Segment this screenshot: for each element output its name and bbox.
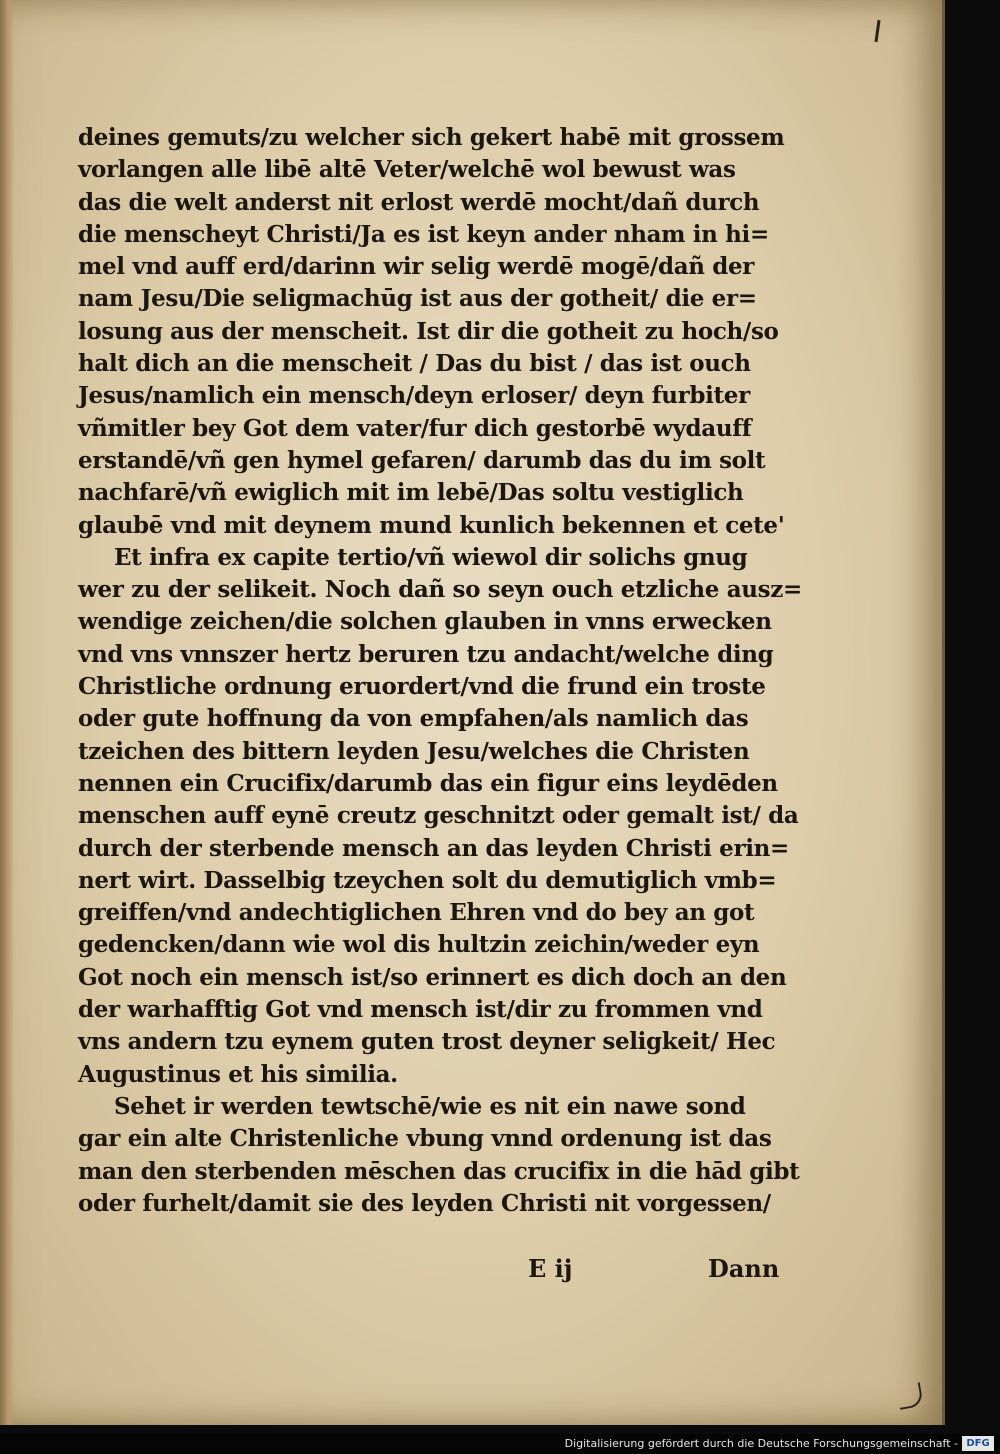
- text-line: greiffen/vnd andechtiglichen Ehren vnd do bey an got: [78, 899, 755, 927]
- text-line: losung aus der menscheit. Ist dir die gotheit zu hoch/so: [78, 317, 779, 345]
- body-text: [78, 122, 823, 1220]
- text-line: nennen ein Crucifix/darumb das ein figur eins leydēden: [78, 769, 778, 797]
- text-line: der warhafftig Got vnd mensch ist/dir zu frommen vnd: [78, 996, 763, 1024]
- text-line: gedencken/dann wie wol dis hultzin zeichin/weder eyn: [78, 931, 760, 959]
- text-line: menschen auff eynē creutz geschnitzt oder gemalt ist/ da: [78, 802, 799, 830]
- text-line: nert wirt. Dasselbig tzeychen solt du demutiglich vmb=: [78, 866, 777, 894]
- text-line: vns andern tzu eynem guten trost deyner seligkeit/ Hec: [78, 1028, 776, 1056]
- catchword: Dann: [708, 1254, 780, 1283]
- dfg-logo: DFG: [962, 1436, 994, 1451]
- text-line: vñmitler bey Got dem vater/fur dich gestorbē wydauff: [78, 414, 752, 442]
- text-line: erstandē/vñ gen hymel gefaren/ darumb das du im solt: [78, 446, 766, 474]
- margin-mark: [874, 20, 880, 42]
- text-line: glaubē vnd mit deynem mund kunlich bekennen et cete': [78, 511, 785, 539]
- text-line: oder gute hoffnung da von empfahen/als namlich das: [78, 705, 749, 733]
- text-line: Got noch ein mensch ist/so erinnert es dich doch an den: [78, 963, 787, 991]
- text-line: wendige zeichen/die solchen glauben in vnns erwecken: [78, 608, 772, 636]
- funding-credit: Digitalisierung gefördert durch die Deutsche Forschungsgemeinschaft -: [564, 1437, 958, 1450]
- page-corner-mark: [896, 1382, 924, 1410]
- text-line: das die welt anderst nit erlost werdē mocht/dañ durch: [78, 188, 760, 216]
- signature-mark: E ij: [528, 1254, 573, 1283]
- text-line: Jesus/namlich ein mensch/deyn erloser/ deyn furbiter: [78, 382, 750, 410]
- text-line: die menscheyt Christi/Ja es ist keyn ander nham in hi=: [78, 220, 769, 248]
- text-line: Augustinus et his similia.: [78, 1060, 398, 1088]
- text-line: nam Jesu/Die seligmachūg ist aus der gotheit/ die er=: [78, 285, 757, 313]
- text-line: gar ein alte Christenliche vbung vnnd ordenung ist das: [78, 1125, 772, 1153]
- text-line: Christliche ordnung eruordert/vnd die frund ein troste: [78, 673, 766, 701]
- text-line: halt dich an die menscheit / Das du bist / das ist ouch: [78, 350, 751, 378]
- text-line: oder furhelt/damit sie des leyden Christi nit vorgessen/: [78, 1189, 771, 1217]
- text-line: vnd vns vnnszer hertz beruren tzu andacht/welche ding: [78, 640, 774, 668]
- text-line: deines gemuts/zu welcher sich gekert habē mit grossem: [78, 124, 785, 151]
- text-line: Et infra ex capite tertio/vñ wiewol dir solichs gnug: [114, 543, 748, 571]
- text-line: man den sterbenden mēschen das crucifix in die hād gibt: [78, 1157, 800, 1185]
- text-line: wer zu der selikeit. Noch dañ so seyn ouch etzliche ausz=: [78, 576, 802, 604]
- text-line: vorlangen alle libē altē Veter/welchē wol bewust was: [78, 156, 736, 184]
- text-line: tzeichen des bittern leyden Jesu/welches die Christen: [78, 737, 750, 765]
- text-line: nachfarē/vñ ewiglich mit im lebē/Das soltu vestiglich: [78, 479, 744, 507]
- text-line: Sehet ir werden tewtschē/wie es nit ein nawe sond: [114, 1092, 746, 1120]
- text-line: mel vnd auff erd/darinn wir selig werdē mogē/dañ der: [78, 253, 755, 281]
- footer-bar: [0, 1434, 1000, 1454]
- page-gutter: [0, 0, 14, 1425]
- text-line: durch der sterbende mensch an das leyden Christi erin=: [78, 834, 789, 862]
